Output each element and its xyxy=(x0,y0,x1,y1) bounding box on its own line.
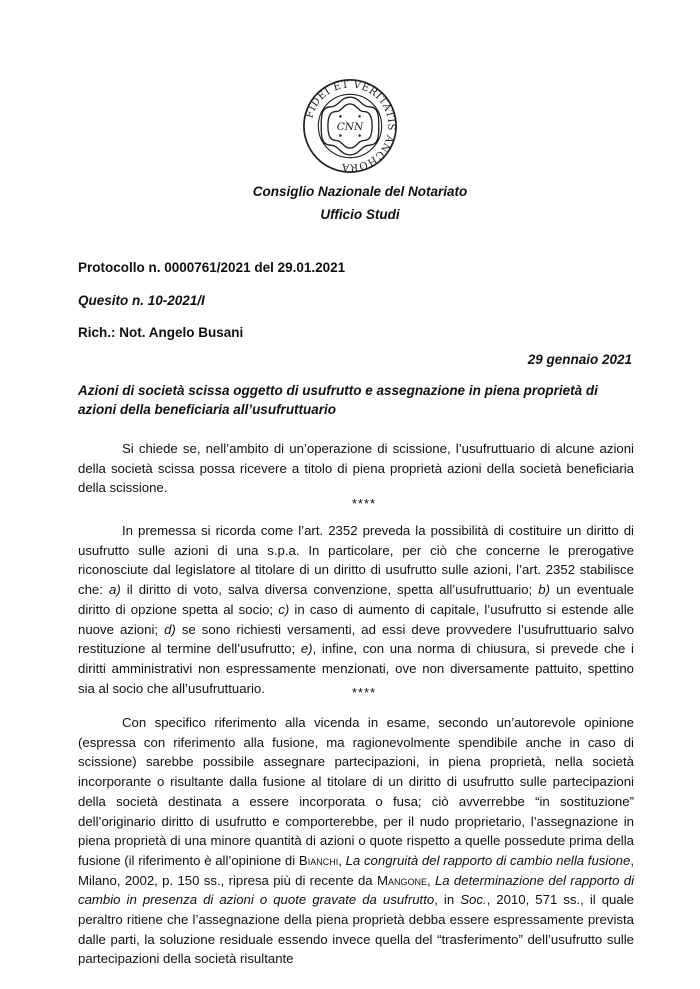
requester: Rich.: Not. Angelo Busani xyxy=(78,325,244,340)
paragraph-analysis: Con specifico riferimento alla vicenda in esame, secondo un’autorevole opinione (espressa con riferimento alla fusione, ma ragionevolmente spendibile anche in caso di scissione) sarebbe possibile assegnare partecipazioni, in piena proprietà, nella società incorporante o risultante dalla fusione al titolare di un diritto di usufrutto sulle partecipazioni della società destinata a essere incorporata o fusa; ciò avverrebbe “in sostituzione” dell’originario diritto di usufrutto e comporterebbe, per il nudo proprietario, l’assegnazione in piena proprietà di una minore quantità di azioni o quote rispetto a quelle possedute prima della fusione (il riferimento è all’opinione di Bianchi, La congruità del rapporto di cambio nella fusione, Milano, 2002, p. 150 ss., ripresa più di recente da Mangone, La determinazione del rapporto di cambio in presenza di azioni o quote gravate da usufrutto, in Soc., 2010, 571 ss., il quale peraltro ritiene che l’assegnazione della piena proprietà debba essere espressamente prevista dalle parti, la soluzione residuale essendo invece quella del “trasferimento” dell’usufrutto sulle partecipazioni della società risultante xyxy=(78,715,635,967)
section-separator: **** xyxy=(351,685,377,700)
office-name: Ufficio Studi xyxy=(320,207,400,222)
paragraph-premise: In premessa si ricorda come l’art. 2352 preveda la possibilità di costituire un diritto di usufrutto sulle azioni di una s.p.a. In particolare, per ciò che concerne le prerogative riconosciute dal legislatore al titolare di un diritto di usufrutto sulle azioni, l’art. 2352 stabilisce che: a) il diritto di voto, salva diversa convenzione, spetta all’usufruttuario; b) un eventuale diritto di opzione spetta al socio; c) in caso di aumento di capitale, l’usufrutto si estende alle nuove azioni; d) se sono richiesti versamenti, ad essi deve provvedere l’usufruttuario salvo restituzione al termine dell’usufrutto; e), infine, con una norma di chiusura, si prevede che i diritti amministrativi non espressamente menzionati, ove non diversamente pattuito, spettino sia al socio che all’usufruttuario. xyxy=(78,523,634,696)
notary-seal-logo xyxy=(302,78,398,174)
protocol-number: Protocollo n. 0000761/2021 del 29.01.2021 xyxy=(78,260,346,275)
organization-name: Consiglio Nazionale del Notariato xyxy=(252,184,468,199)
section-separator: **** xyxy=(351,496,377,511)
document-date: 29 gennaio 2021 xyxy=(527,352,632,367)
citation-journal: Soc. xyxy=(460,892,487,908)
citation-work: La determinazione del rapporto di cambio in presenza di azioni o quote gravate da usufrutto xyxy=(78,872,634,908)
citation-author: Bianchi xyxy=(298,852,339,868)
paragraph-question: Si chiede se, nell’ambito di un’operazione di scissione, l’usufruttuario di alcune azioni della società scissa possa ricevere a titolo di piena proprietà azioni della società beneficiaria della scissione. xyxy=(78,441,634,496)
quesito-number: Quesito n. 10-2021/I xyxy=(78,293,205,308)
seal-motto: FIDEI ET VERITATIS ANCHORA xyxy=(304,79,397,173)
document-subject: Azioni di società scissa oggetto di usufrutto e assegnazione in piena proprietà di azioni della beneficiaria all’usufruttuario xyxy=(78,383,598,417)
citation-work: La congruità del rapporto di cambio nella fusione xyxy=(345,852,631,868)
citation-author: Mangone xyxy=(376,872,427,888)
seal-monogram: CNN xyxy=(336,120,364,133)
